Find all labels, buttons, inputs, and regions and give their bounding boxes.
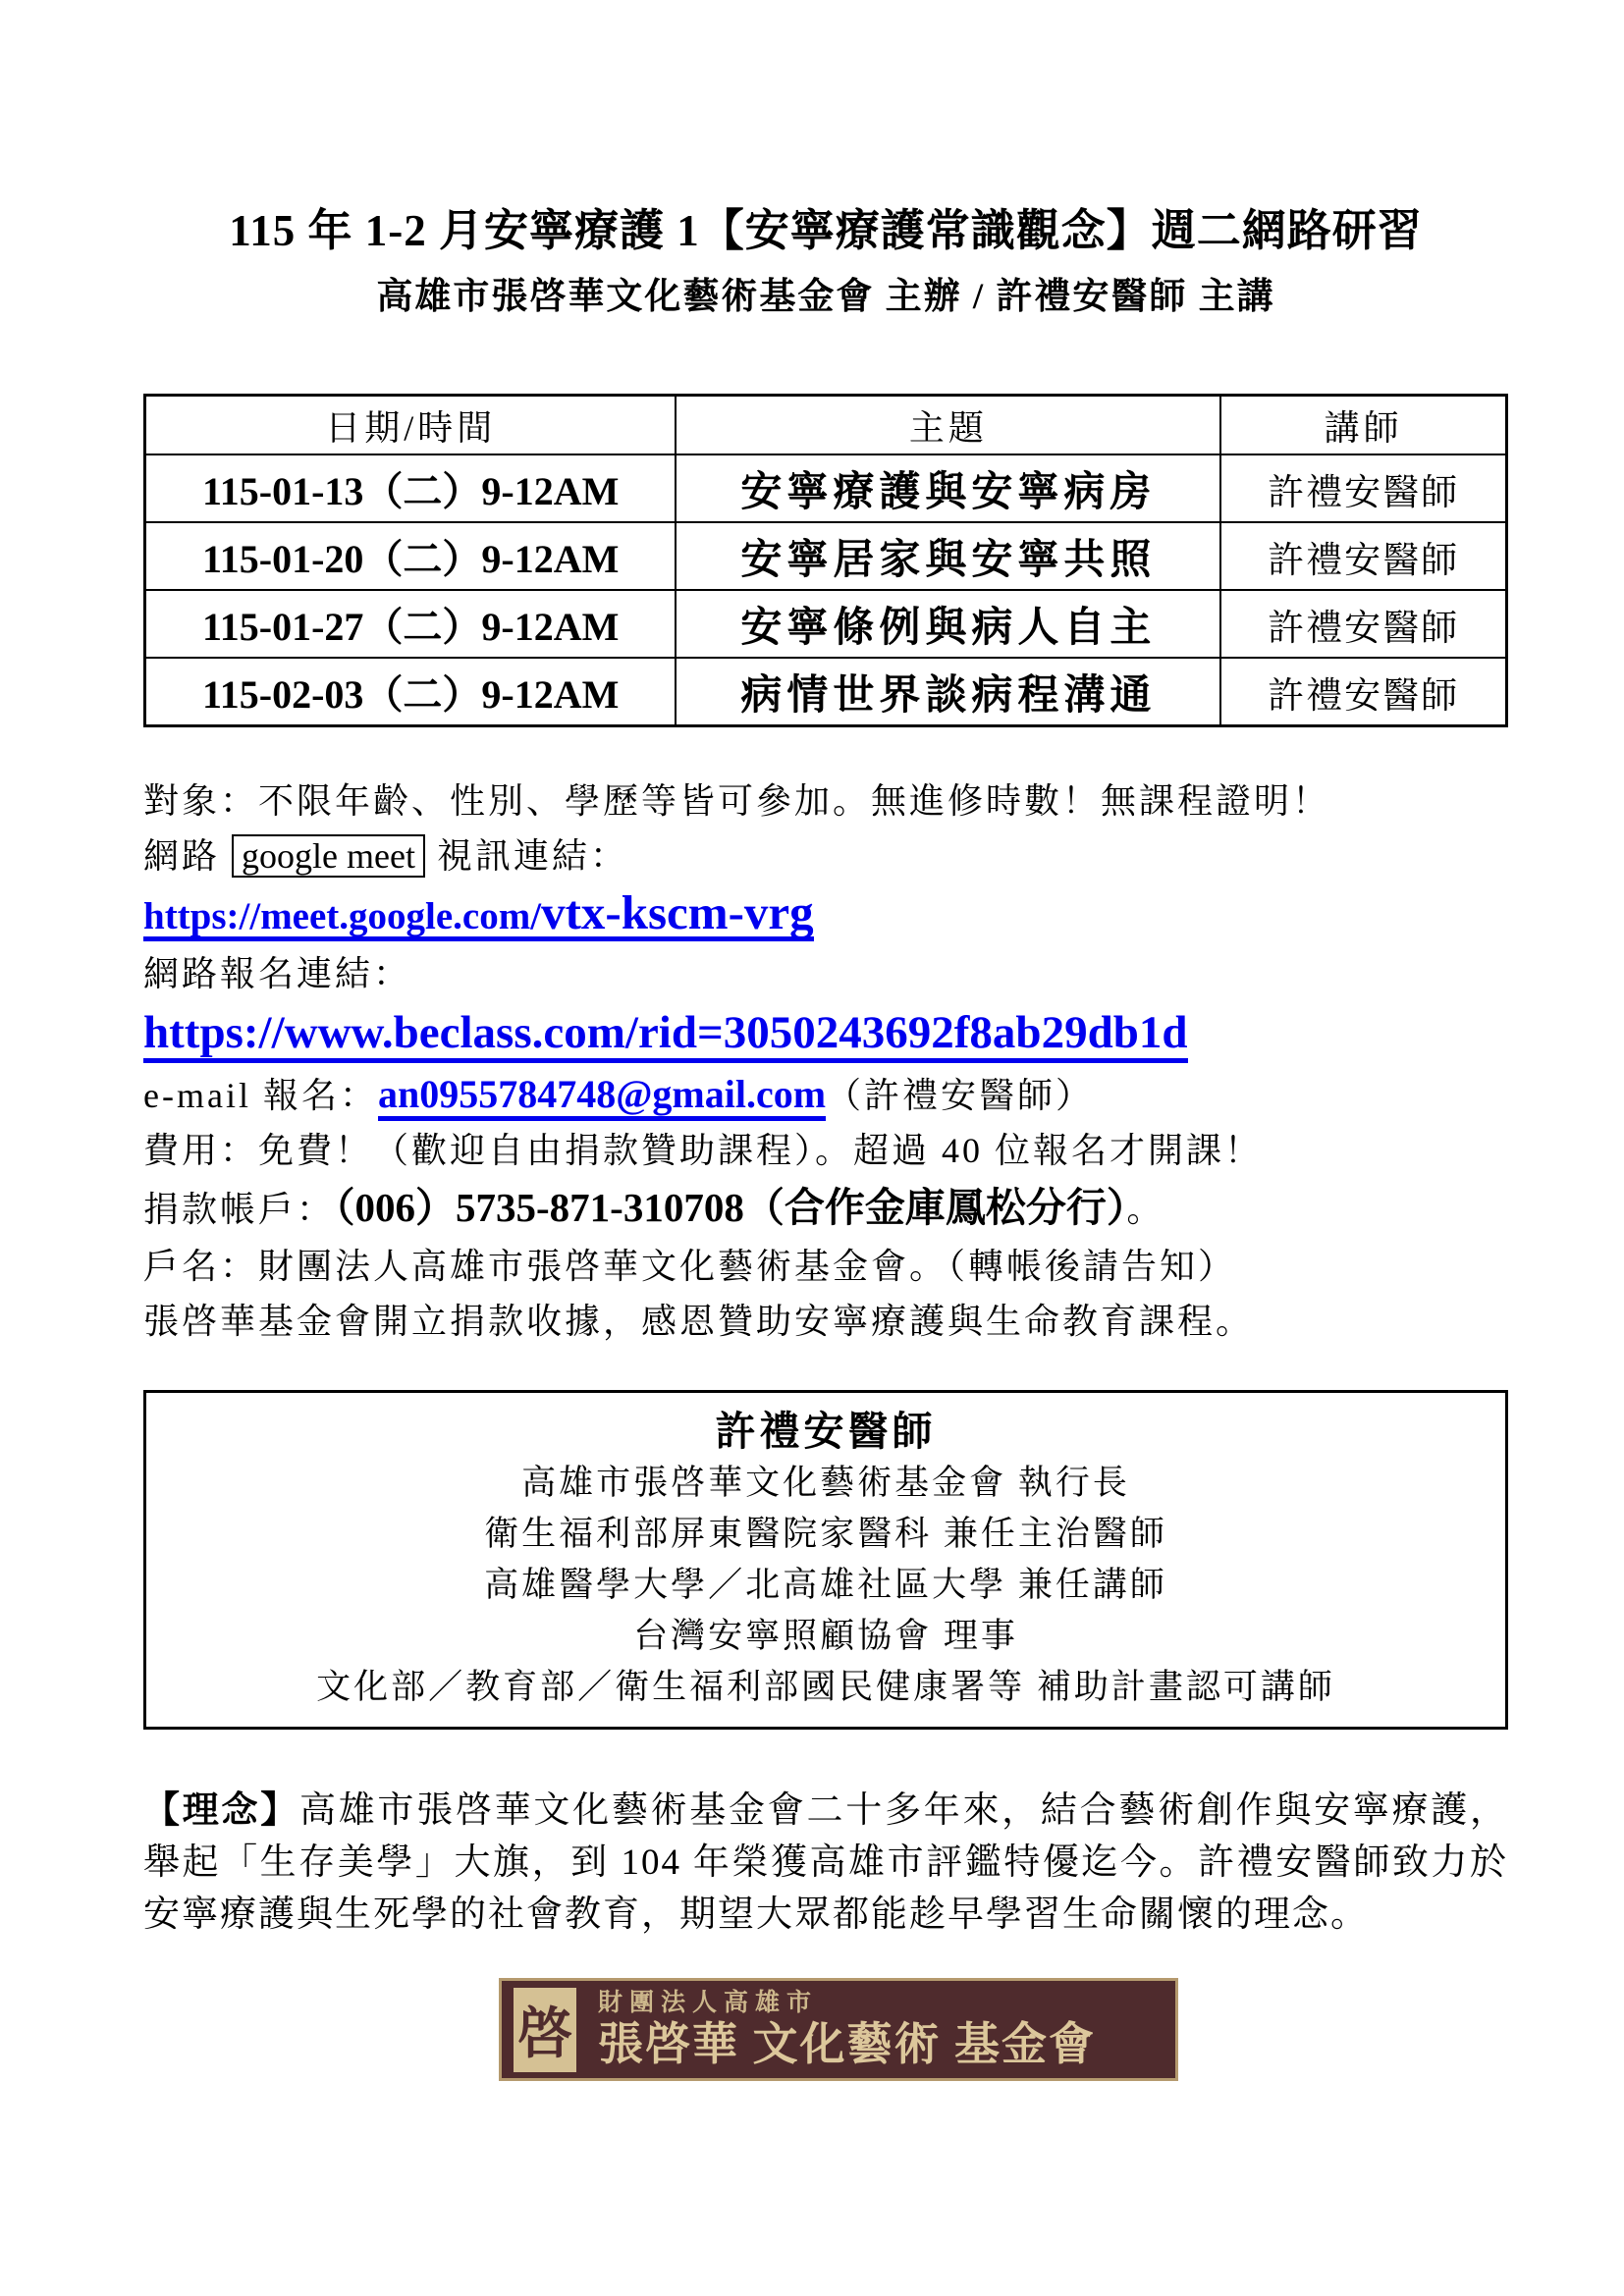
session-date: 115-01-27（二）9-12AM — [145, 590, 677, 658]
session-topic: 安寧居家與安寧共照 — [676, 522, 1220, 590]
session-lecturer: 許禮安醫師 — [1220, 454, 1506, 522]
meet-link-code: vtx-kscm-vrg — [541, 885, 814, 939]
receipt-line: 張啓華基金會開立捐款收據，感恩贊助安寧療護與生命教育課程。 — [143, 1302, 1255, 1341]
foundation-name-large: 張啓華 文化藝術 基金會 — [598, 2018, 1096, 2069]
page-title: 115 年 1-2 月安寧療護 1【安寧療護常識觀念】週二網路研習 — [229, 206, 1423, 255]
philosophy-label: 【理念】 — [143, 1790, 299, 1831]
fee-line: 費用：免費！（歡迎自由捐款贊助課程）。超過 40 位報名才開課！ — [143, 1131, 1264, 1170]
meet-label-line — [143, 828, 1508, 883]
google-meet-link[interactable] — [143, 885, 814, 941]
lecturer-title: 衛生福利部屏東醫院家醫科 兼任主治醫師 — [484, 1515, 1167, 1553]
foundation-logo-text — [598, 1989, 1158, 2071]
session-topic: 安寧條例與病人自主 — [676, 590, 1220, 658]
header-date: 日期/時間 — [145, 396, 677, 455]
session-date: 115-01-20（二）9-12AM — [145, 522, 677, 590]
lecturer-title: 文化部／教育部／衛生福利部國民健康署等 補助計畫認可講師 — [316, 1668, 1335, 1706]
donation-account-number: （006）5735-871-310708（合作金庫鳳松分行） — [335, 1185, 1127, 1230]
lecturer-name: 許禮安醫師 — [715, 1409, 937, 1454]
info-section — [143, 774, 1508, 1349]
page-subtitle: 高雄市張啓華文化藝術基金會 主辦 / 許禮安醫師 主講 — [376, 277, 1275, 317]
schedule-table — [143, 394, 1508, 727]
beclass-signup-link[interactable]: https://www.beclass.com/rid=3050243692f8ab29db1d — [143, 1007, 1188, 1063]
signup-link-line — [143, 1001, 1508, 1067]
donation-prefix: 捐款帳戶： — [143, 1190, 336, 1229]
session-lecturer: 許禮安醫師 — [1220, 522, 1506, 590]
philosophy-text: 高雄市張啓華文化藝術基金會二十多年來，結合藝術創作與安寧療護，舉起「生存美學」大旗，到 104 年榮獲高雄市評鑑特優迄今。許禮安醫師致力於安寧療護與生死學的社會教育，期望大眾都能趁早學習生命關懷的理念。 — [143, 1790, 1509, 1935]
header-topic: 主題 — [676, 396, 1220, 455]
schedule-row — [145, 522, 1507, 590]
donation-suffix: 。 — [1126, 1190, 1165, 1229]
account-name-line: 戶名：財團法人高雄市張啓華文化藝術基金會。（轉帳後請告知） — [143, 1247, 1237, 1286]
email-suffix: （許禮安醫師） — [826, 1076, 1095, 1115]
meet-label-suffix: 視訊連結： — [424, 836, 628, 876]
meet-link-line — [143, 883, 1508, 946]
meet-link-base: https://meet.google.com/ — [143, 895, 542, 937]
lecturer-profile-box — [143, 1390, 1508, 1730]
lecturer-title: 高雄醫學大學／北高雄社區大學 兼任講師 — [484, 1566, 1167, 1604]
meet-label-prefix: 網路 — [143, 836, 233, 876]
signup-label-line: 網路報名連結： — [143, 954, 412, 993]
session-topic: 安寧療護與安寧病房 — [676, 454, 1220, 522]
schedule-row — [145, 658, 1507, 726]
session-lecturer: 許禮安醫師 — [1220, 590, 1506, 658]
lecturer-title: 台灣安寧照顧協會 理事 — [633, 1617, 1018, 1655]
donation-line — [143, 1178, 1508, 1239]
lecturer-title: 高雄市張啓華文化藝術基金會 執行長 — [521, 1464, 1130, 1502]
session-lecturer: 許禮安醫師 — [1220, 658, 1506, 726]
session-date: 115-02-03（二）9-12AM — [145, 658, 677, 726]
foundation-name-small: 財團法人高雄市 — [598, 1989, 819, 2016]
schedule-row — [145, 454, 1507, 522]
email-link[interactable]: an0955784748@gmail.com — [378, 1072, 826, 1121]
audience-line: 對象：不限年齡、性別、學歷等皆可參加。無進修時數！無課程證明！ — [143, 781, 1331, 821]
google-meet-box: google meet — [232, 834, 425, 878]
philosophy-paragraph — [143, 1785, 1508, 1941]
schedule-header-row — [145, 396, 1507, 455]
schedule-row — [145, 590, 1507, 658]
email-line — [143, 1067, 1508, 1123]
foundation-seal-icon: 啓 — [514, 1988, 576, 2072]
header-lecturer: 講師 — [1220, 396, 1506, 455]
session-date: 115-01-13（二）9-12AM — [145, 454, 677, 522]
session-topic: 病情世界談病程溝通 — [676, 658, 1220, 726]
email-prefix: e-mail 報名： — [143, 1076, 378, 1115]
foundation-logo-banner — [499, 1978, 1178, 2081]
